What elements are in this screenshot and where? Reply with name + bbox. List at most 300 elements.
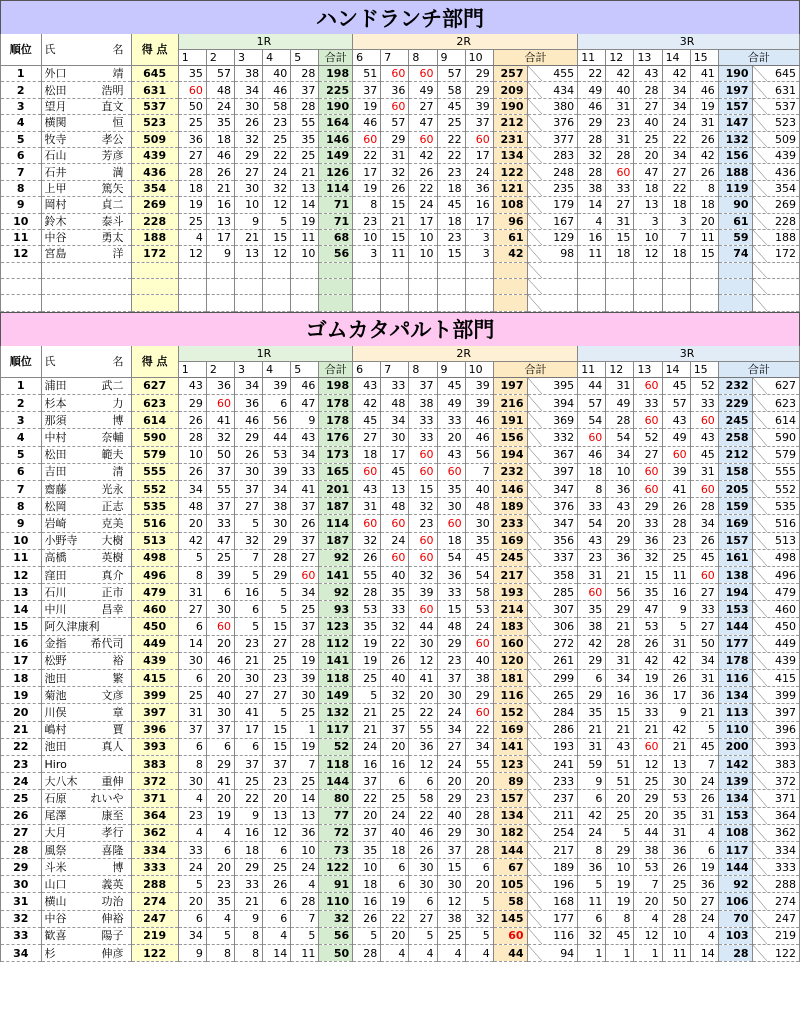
name-cell bbox=[41, 131, 131, 147]
round3-subtotal: 147 bbox=[718, 115, 752, 131]
cumulative-total: 211 bbox=[527, 807, 578, 824]
throw-value: 31 bbox=[690, 670, 718, 687]
round2-subtotal: 157 bbox=[493, 790, 527, 807]
throw-value: 23 bbox=[606, 115, 634, 131]
throw-value: 30 bbox=[409, 859, 437, 876]
throw-value: 3 bbox=[465, 229, 493, 245]
throw-value: 32 bbox=[353, 532, 381, 549]
throw-value: 17 bbox=[409, 213, 437, 229]
throw-value: 34 bbox=[690, 652, 718, 669]
throw-value: 5 bbox=[235, 515, 263, 532]
throw-value: 6 bbox=[206, 738, 234, 755]
family-name: 中谷 bbox=[44, 912, 67, 926]
round3-subtotal: 194 bbox=[718, 584, 752, 601]
name-cell bbox=[41, 584, 131, 601]
throw-value: 60 bbox=[606, 164, 634, 180]
throw-value: 30 bbox=[437, 687, 465, 704]
cumulative-total: 394 bbox=[527, 395, 578, 412]
score-cell: 439 bbox=[131, 652, 178, 669]
throw-value: 13 bbox=[206, 213, 234, 229]
empty-cell bbox=[291, 279, 319, 295]
empty-cell bbox=[178, 295, 206, 311]
round2-subtotal: 44 bbox=[493, 945, 527, 962]
throw-value: 27 bbox=[634, 98, 662, 114]
throw-value: 43 bbox=[178, 377, 206, 394]
cumulative-total: 377 bbox=[527, 131, 578, 147]
score-cell: 627 bbox=[131, 377, 178, 394]
throw-value: 44 bbox=[263, 429, 291, 446]
rank-cell: 2 bbox=[1, 395, 42, 412]
rank-cell: 3 bbox=[1, 412, 42, 429]
throw-value: 60 bbox=[409, 446, 437, 463]
throw-value: 29 bbox=[578, 652, 606, 669]
round3-subtotal: 74 bbox=[718, 246, 752, 262]
score-cell: 334 bbox=[131, 841, 178, 858]
name-cell bbox=[41, 859, 131, 876]
round2-subtotal: 214 bbox=[493, 601, 527, 618]
given-name: 英樹 bbox=[101, 551, 124, 565]
table-row bbox=[1, 180, 800, 196]
throw-value: 24 bbox=[409, 197, 437, 213]
rank-cell: 6 bbox=[1, 463, 42, 480]
empty-cell bbox=[752, 279, 799, 295]
throw-value: 60 bbox=[578, 429, 606, 446]
round2-subtotal: 152 bbox=[493, 704, 527, 721]
throw-value: 16 bbox=[662, 584, 690, 601]
table-row bbox=[1, 197, 800, 213]
throw-value: 41 bbox=[206, 773, 234, 790]
throw-value: 6 bbox=[263, 395, 291, 412]
given-name: 裕 bbox=[112, 654, 124, 668]
rank-cell: 27 bbox=[1, 824, 42, 841]
throw-value: 46 bbox=[291, 377, 319, 394]
rank-header: 順位 bbox=[1, 34, 42, 66]
score-cell: 371 bbox=[131, 790, 178, 807]
table-row bbox=[1, 66, 800, 82]
throw-value: 32 bbox=[381, 164, 409, 180]
throw-value: 35 bbox=[578, 704, 606, 721]
family-name: 牧寺 bbox=[44, 132, 67, 146]
throw-value: 29 bbox=[437, 635, 465, 652]
cumulative-total: 172 bbox=[752, 246, 799, 262]
throw-value: 40 bbox=[381, 566, 409, 583]
round3-subtotal: 106 bbox=[718, 893, 752, 910]
round1-subtotal: 122 bbox=[319, 859, 353, 876]
table-row bbox=[1, 115, 800, 131]
throw-value: 8 bbox=[353, 197, 381, 213]
throw-value: 20 bbox=[178, 515, 206, 532]
throw-value: 48 bbox=[437, 618, 465, 635]
throw-value: 15 bbox=[634, 566, 662, 583]
cumulative-total: 288 bbox=[752, 876, 799, 893]
cumulative-total: 189 bbox=[527, 859, 578, 876]
round1-subtotal: 123 bbox=[319, 618, 353, 635]
throw-value: 60 bbox=[381, 515, 409, 532]
throw-value: 28 bbox=[606, 412, 634, 429]
throw-value: 28 bbox=[690, 498, 718, 515]
round1-subtotal: 56 bbox=[319, 927, 353, 944]
empty-row bbox=[1, 295, 800, 311]
round3-subtotal: 132 bbox=[718, 131, 752, 147]
throw-value: 54 bbox=[578, 412, 606, 429]
name-cell bbox=[41, 893, 131, 910]
throw-value: 19 bbox=[178, 197, 206, 213]
given-name: 章 bbox=[112, 706, 124, 720]
throw-value: 5 bbox=[235, 566, 263, 583]
rank-cell: 31 bbox=[1, 893, 42, 910]
empty-cell bbox=[235, 295, 263, 311]
throw-value: 4 bbox=[263, 927, 291, 944]
throw-value: 27 bbox=[690, 893, 718, 910]
throw-value: 29 bbox=[634, 790, 662, 807]
family-name: 杉 bbox=[44, 946, 56, 960]
round3-subtotal: 138 bbox=[718, 566, 752, 583]
given-name: 清 bbox=[112, 465, 124, 479]
throw-value: 14 bbox=[578, 197, 606, 213]
throw-value: 27 bbox=[263, 635, 291, 652]
cumulative-total: 188 bbox=[752, 229, 799, 245]
throw-value: 50 bbox=[690, 635, 718, 652]
throw-value: 42 bbox=[578, 807, 606, 824]
throw-value: 30 bbox=[235, 670, 263, 687]
family-name: 嶋村 bbox=[44, 723, 67, 737]
given-name: 浩明 bbox=[101, 83, 124, 97]
name-cell bbox=[41, 824, 131, 841]
round1-subtotal: 178 bbox=[319, 395, 353, 412]
throw-value: 24 bbox=[465, 618, 493, 635]
throw-value: 55 bbox=[409, 721, 437, 738]
throw-value: 25 bbox=[206, 549, 234, 566]
round2-subtotal: 212 bbox=[493, 115, 527, 131]
throw-value: 30 bbox=[409, 876, 437, 893]
round1-subtotal: 126 bbox=[319, 164, 353, 180]
name-cell bbox=[41, 618, 131, 635]
throw-value: 15 bbox=[381, 197, 409, 213]
throw-value: 25 bbox=[437, 927, 465, 944]
throw-value: 47 bbox=[291, 395, 319, 412]
throw-number: 11 bbox=[578, 50, 606, 66]
throw-value: 48 bbox=[206, 82, 234, 98]
throw-value: 31 bbox=[690, 807, 718, 824]
cumulative-total: 196 bbox=[527, 876, 578, 893]
throw-value: 4 bbox=[465, 945, 493, 962]
throw-value: 12 bbox=[437, 893, 465, 910]
throw-value: 36 bbox=[409, 738, 437, 755]
throw-value: 60 bbox=[662, 446, 690, 463]
throw-value: 34 bbox=[235, 377, 263, 394]
cumulative-total: 179 bbox=[527, 197, 578, 213]
family-name: 那須 bbox=[44, 413, 67, 427]
cumulative-total: 337 bbox=[527, 549, 578, 566]
name-cell bbox=[41, 498, 131, 515]
throw-value: 31 bbox=[578, 566, 606, 583]
throw-value: 14 bbox=[690, 945, 718, 962]
name-header-given: 名 bbox=[112, 354, 124, 368]
throw-value: 52 bbox=[634, 429, 662, 446]
throw-value: 36 bbox=[291, 824, 319, 841]
name-cell bbox=[41, 115, 131, 131]
score-cell: 219 bbox=[131, 927, 178, 944]
throw-value: 31 bbox=[606, 98, 634, 114]
throw-value: 28 bbox=[578, 131, 606, 147]
score-cell: 460 bbox=[131, 601, 178, 618]
table-row bbox=[1, 773, 800, 790]
throw-value: 24 bbox=[381, 532, 409, 549]
throw-value: 46 bbox=[353, 115, 381, 131]
table-row bbox=[1, 755, 800, 772]
name-cell bbox=[41, 652, 131, 669]
round3-subtotal: 156 bbox=[718, 147, 752, 163]
throw-value: 17 bbox=[465, 147, 493, 163]
empty-cell bbox=[493, 279, 527, 295]
throw-value: 6 bbox=[263, 910, 291, 927]
throw-value: 58 bbox=[263, 98, 291, 114]
throw-value: 11 bbox=[578, 246, 606, 262]
throw-value: 37 bbox=[291, 82, 319, 98]
family-name: 石井 bbox=[44, 165, 67, 179]
cumulative-total: 590 bbox=[752, 429, 799, 446]
throw-value: 24 bbox=[465, 164, 493, 180]
table-row bbox=[1, 652, 800, 669]
throw-value: 18 bbox=[437, 180, 465, 196]
family-name: 池田 bbox=[44, 671, 67, 685]
throw-value: 30 bbox=[235, 98, 263, 114]
table-row bbox=[1, 429, 800, 446]
rank-cell: 26 bbox=[1, 807, 42, 824]
throw-value: 52 bbox=[690, 377, 718, 394]
throw-value: 34 bbox=[606, 446, 634, 463]
rank-cell: 21 bbox=[1, 721, 42, 738]
name-cell bbox=[41, 377, 131, 394]
throw-value: 15 bbox=[263, 618, 291, 635]
round3-subtotal: 70 bbox=[718, 910, 752, 927]
throw-value: 32 bbox=[409, 498, 437, 515]
score-cell: 450 bbox=[131, 618, 178, 635]
round3-subtotal: 28 bbox=[718, 945, 752, 962]
name-cell bbox=[41, 945, 131, 962]
throw-value: 60 bbox=[409, 463, 437, 480]
rank-cell: 11 bbox=[1, 549, 42, 566]
empty-cell bbox=[493, 295, 527, 311]
cumulative-total: 631 bbox=[752, 82, 799, 98]
round3-subtotal: 232 bbox=[718, 377, 752, 394]
rank-cell: 8 bbox=[1, 180, 42, 196]
round3-subtotal: 177 bbox=[718, 635, 752, 652]
throw-value: 28 bbox=[291, 66, 319, 82]
throw-value: 6 bbox=[578, 670, 606, 687]
round2-header: 2R bbox=[353, 346, 578, 362]
cumulative-total: 439 bbox=[752, 652, 799, 669]
throw-value: 25 bbox=[381, 790, 409, 807]
round1-subtotal: 80 bbox=[319, 790, 353, 807]
throw-value: 9 bbox=[235, 910, 263, 927]
throw-value: 42 bbox=[578, 635, 606, 652]
rubber-catapult-title: ゴムカタパルト部門 bbox=[0, 312, 800, 346]
given-name: 芳彦 bbox=[101, 149, 124, 163]
throw-value: 36 bbox=[437, 566, 465, 583]
table-row bbox=[1, 213, 800, 229]
throw-value: 5 bbox=[409, 927, 437, 944]
throw-value: 42 bbox=[606, 66, 634, 82]
throw-value: 18 bbox=[206, 131, 234, 147]
empty-cell bbox=[690, 262, 718, 278]
round2-subtotal: 144 bbox=[493, 841, 527, 858]
throw-value: 28 bbox=[291, 98, 319, 114]
round2-subtotal: 217 bbox=[493, 566, 527, 583]
rank-cell: 33 bbox=[1, 927, 42, 944]
throw-value: 24 bbox=[578, 824, 606, 841]
throw-value: 5 bbox=[291, 927, 319, 944]
family-name: 齋藤 bbox=[44, 482, 67, 496]
empty-cell bbox=[606, 295, 634, 311]
throw-value: 30 bbox=[235, 180, 263, 196]
rank-cell: 7 bbox=[1, 480, 42, 497]
throw-value: 46 bbox=[690, 82, 718, 98]
throw-value: 12 bbox=[178, 246, 206, 262]
round3-subtotal: 110 bbox=[718, 721, 752, 738]
throw-value: 50 bbox=[178, 98, 206, 114]
score-cell: 552 bbox=[131, 480, 178, 497]
throw-value: 37 bbox=[206, 721, 234, 738]
throw-value: 26 bbox=[690, 532, 718, 549]
throw-value: 19 bbox=[291, 213, 319, 229]
score-cell: 288 bbox=[131, 876, 178, 893]
empty-cell bbox=[690, 295, 718, 311]
throw-value: 26 bbox=[235, 446, 263, 463]
throw-value: 34 bbox=[690, 515, 718, 532]
empty-cell bbox=[235, 279, 263, 295]
throw-value: 28 bbox=[353, 945, 381, 962]
round2-subtotal: 134 bbox=[493, 147, 527, 163]
given-name: 真介 bbox=[101, 568, 124, 582]
throw-value: 18 bbox=[662, 246, 690, 262]
throw-number: 6 bbox=[353, 361, 381, 377]
throw-value: 5 bbox=[465, 893, 493, 910]
throw-value: 5 bbox=[178, 549, 206, 566]
rank-cell: 22 bbox=[1, 738, 42, 755]
throw-value: 49 bbox=[409, 82, 437, 98]
cumulative-total: 248 bbox=[527, 164, 578, 180]
throw-value: 35 bbox=[578, 601, 606, 618]
empty-cell bbox=[409, 279, 437, 295]
score-cell: 555 bbox=[131, 463, 178, 480]
round3-subtotal: 117 bbox=[718, 841, 752, 858]
empty-cell bbox=[578, 295, 606, 311]
throw-value: 4 bbox=[690, 824, 718, 841]
throw-value: 60 bbox=[690, 412, 718, 429]
throw-number: 5 bbox=[291, 361, 319, 377]
throw-value: 23 bbox=[578, 549, 606, 566]
given-name: 泰斗 bbox=[101, 214, 124, 228]
score-cell: 364 bbox=[131, 807, 178, 824]
throw-value: 7 bbox=[465, 463, 493, 480]
throw-value: 37 bbox=[235, 755, 263, 772]
throw-value: 31 bbox=[178, 704, 206, 721]
family-name: 金指 bbox=[44, 637, 67, 651]
throw-value: 43 bbox=[606, 498, 634, 515]
throw-value: 31 bbox=[662, 635, 690, 652]
empty-cell bbox=[206, 279, 234, 295]
throw-value: 5 bbox=[690, 721, 718, 738]
table-row bbox=[1, 412, 800, 429]
throw-value: 30 bbox=[465, 515, 493, 532]
throw-value: 10 bbox=[353, 859, 381, 876]
given-name: 喜隆 bbox=[101, 843, 124, 857]
throw-value: 37 bbox=[291, 532, 319, 549]
throw-value: 6 bbox=[235, 738, 263, 755]
name-cell bbox=[41, 670, 131, 687]
throw-value: 48 bbox=[178, 498, 206, 515]
family-name: 松田 bbox=[44, 448, 67, 462]
round3-subtotal: 92 bbox=[718, 876, 752, 893]
score-cell: 535 bbox=[131, 498, 178, 515]
throw-value: 34 bbox=[178, 927, 206, 944]
throw-value: 29 bbox=[606, 841, 634, 858]
throw-value: 43 bbox=[662, 412, 690, 429]
throw-number: 4 bbox=[263, 361, 291, 377]
given-name: 直文 bbox=[101, 99, 124, 113]
throw-value: 20 bbox=[206, 859, 234, 876]
table-row bbox=[1, 246, 800, 262]
empty-cell bbox=[41, 262, 131, 278]
throw-value: 51 bbox=[353, 66, 381, 82]
throw-value: 22 bbox=[578, 66, 606, 82]
throw-value: 25 bbox=[235, 773, 263, 790]
throw-value: 20 bbox=[437, 429, 465, 446]
table-row bbox=[1, 910, 800, 927]
throw-value: 60 bbox=[291, 566, 319, 583]
throw-value: 26 bbox=[206, 164, 234, 180]
throw-value: 36 bbox=[690, 687, 718, 704]
table-row bbox=[1, 377, 800, 394]
throw-value: 31 bbox=[690, 115, 718, 131]
throw-value: 36 bbox=[606, 549, 634, 566]
throw-value: 16 bbox=[353, 755, 381, 772]
rank-cell: 15 bbox=[1, 618, 42, 635]
throw-value: 60 bbox=[690, 566, 718, 583]
empty-cell bbox=[1, 262, 42, 278]
throw-value: 23 bbox=[353, 213, 381, 229]
score-cell: 509 bbox=[131, 131, 178, 147]
throw-value: 16 bbox=[578, 229, 606, 245]
round1-subtotal: 71 bbox=[319, 197, 353, 213]
empty-cell bbox=[718, 279, 752, 295]
throw-value: 32 bbox=[206, 429, 234, 446]
empty-cell bbox=[131, 279, 178, 295]
cumulative-total: 168 bbox=[527, 893, 578, 910]
empty-cell bbox=[718, 295, 752, 311]
family-name: 松田 bbox=[44, 83, 67, 97]
throw-value: 60 bbox=[409, 532, 437, 549]
throw-value: 43 bbox=[690, 429, 718, 446]
throw-value: 8 bbox=[178, 755, 206, 772]
throw-number: 1 bbox=[178, 50, 206, 66]
rank-cell: 18 bbox=[1, 670, 42, 687]
rank-cell: 8 bbox=[1, 498, 42, 515]
throw-number: 13 bbox=[634, 361, 662, 377]
throw-number: 13 bbox=[634, 50, 662, 66]
throw-value: 49 bbox=[437, 395, 465, 412]
given-name: 篤矢 bbox=[101, 181, 124, 195]
empty-cell bbox=[319, 262, 353, 278]
round2-subtotal: 145 bbox=[493, 910, 527, 927]
throw-value: 20 bbox=[606, 515, 634, 532]
throw-value: 25 bbox=[178, 687, 206, 704]
throw-value: 28 bbox=[634, 82, 662, 98]
throw-value: 7 bbox=[690, 755, 718, 772]
throw-value: 28 bbox=[353, 584, 381, 601]
score-cell: 399 bbox=[131, 687, 178, 704]
